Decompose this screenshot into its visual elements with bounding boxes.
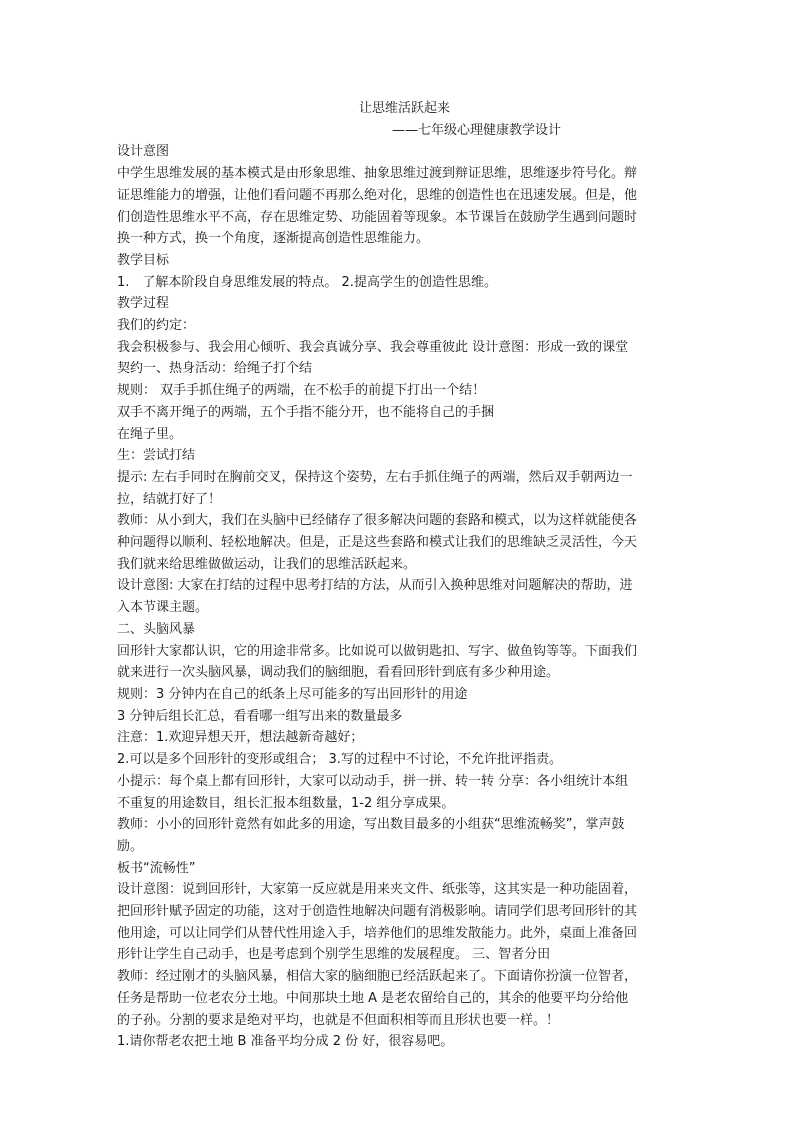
text-line: 种问题得以顺利、轻松地解决。但是，正是这些套路和模式让我们的思维缺乏灵活性，今天 <box>117 535 638 551</box>
text-line: 拉，结就打好了！ <box>117 491 222 507</box>
text-line: 板书“流畅性” <box>117 860 196 876</box>
text-line: 生：尝试打结 <box>117 448 196 464</box>
text-line: 提示: 左右手同时在胸前交叉，保持这个姿势，左右手抓住绳子的两端，然后双手朝两边一 <box>117 469 633 485</box>
text-line: 形针让学生自己动手，也是考虑到个别学生思维的发展程度。 三、智者分田 <box>117 947 551 963</box>
text-line: 他用途，可以让同学们从替代性用途入手，培养他们的思维发散能力。此外，桌面上准备回 <box>117 925 638 941</box>
document-body <box>117 141 682 1053</box>
text-line: 小提示：每个桌上都有回形针，大家可以动动手，拼一拼、转一转 分享：各小组统计本组 <box>117 773 629 789</box>
text-line: 契约一、热身活动：给绳子打个结 <box>117 361 313 377</box>
text-line: 教学过程 <box>117 296 170 312</box>
text-line: 3 分钟后组长汇总，看看哪一组写出来的数量最多 <box>117 708 403 724</box>
text-line: 励。 <box>117 838 144 854</box>
text-line: 教师：小小的回形针竟然有如此多的用途，写出数目最多的小组获“思维流畅奖”，掌声鼓 <box>117 817 625 833</box>
text-line: 中学生思维发展的基本模式是由形象思维、抽象思维过渡到辩证思维，思维逐步符号化。辩 <box>117 166 638 182</box>
document-subtitle: ——七年级心理健康教学设计 <box>392 122 562 138</box>
text-line: 教师：经过刚才的头脑风暴，相信大家的脑细胞已经活跃起来了。下面请你扮演一位智者， <box>117 969 638 985</box>
text-line: 教师：从小到大，我们在头脑中已经储存了很多解决问题的套路和模式，以为这样就能使各 <box>117 513 638 529</box>
text-line: 我们的约定： <box>117 318 196 334</box>
text-line: 回形针大家都认识，它的用途非常多。比如说可以做钥匙扣、写字、做鱼钩等等。下面我们 <box>117 643 638 659</box>
text-line: 在绳子里。 <box>117 426 183 442</box>
text-line: 我会积极参与、我会用心倾听、我会真诚分享、我会尊重彼此 设计意图：形成一致的课堂 <box>117 339 629 355</box>
text-line: 就来进行一次头脑风暴，调动我们的脑细胞，看看回形针到底有多少种用途。 <box>117 665 560 681</box>
document-page <box>117 98 682 1053</box>
text-line: 2.可以是多个回形针的变形或组合； 3.写的过程中不讨论，不允许批评指责。 <box>117 752 562 768</box>
text-line: 设计意图: 大家在打结的过程中思考打结的方法，从而引入换种思维对问题解决的帮助，进 <box>117 578 633 594</box>
text-line: 换一种方式，换一个角度，逐渐提高创造性思维能力。 <box>117 231 430 247</box>
document-title: 让思维活跃起来 <box>358 101 450 116</box>
text-line: 们创造性思维水平不高，存在思维定势、功能固着等现象。本节课旨在鼓励学生遇到问题时 <box>117 209 638 225</box>
text-line: 的子孙。分割的要求是绝对平均，也就是不但面积相等而且形状也要一样。！ <box>117 1012 560 1028</box>
text-line: 把回形针赋予固定的功能，这对于创造性地解决问题有消极影响。请同学们思考回形针的其 <box>117 904 638 920</box>
text-line: 设计意图 <box>117 144 170 160</box>
text-line: 双手不离开绳子的两端，五个手指不能分开，也不能将自己的手捆 <box>117 404 495 420</box>
text-line: 任务是帮助一位老农分土地。中间那块土地 A 是老农留给自己的，其余的他要平均分给他 <box>117 990 629 1006</box>
text-line: 1. 了解本阶段自身思维发展的特点。 2.提高学生的创造性思维。 <box>117 274 497 290</box>
text-line: 设计意图：说到回形针，大家第一反应就是用来夹文件、纸张等，这其实是一种功能固着， <box>117 882 638 898</box>
text-line: 入本节课主题。 <box>117 600 209 616</box>
text-line: 1.请你帮老农把土地 B 准备平均分成 2 份 好，很容易吧。 <box>117 1034 454 1050</box>
text-line: 规则：3 分钟内在自己的纸条上尽可能多的写出回形针的用途 <box>117 686 468 702</box>
text-line: 证思维能力的增强，让他们看问题不再那么绝对化，思维的创造性也在迅速发展。但是，他 <box>117 187 638 203</box>
text-line: 注意：1.欢迎异想天开，想法越新奇越好； <box>117 730 364 746</box>
text-line: 我们就来给思维做做运动，让我们的思维活跃起来。 <box>117 556 417 572</box>
text-line: 规则： 双手手抓住绳子的两端，在不松手的前提下打出一个结！ <box>117 383 486 399</box>
text-line: 二、头脑风暴 <box>117 621 196 637</box>
text-line: 教学目标 <box>117 252 170 268</box>
text-line: 不重复的用途数目，组长汇报本组数量，1-2 组分享成果。 <box>117 795 455 811</box>
